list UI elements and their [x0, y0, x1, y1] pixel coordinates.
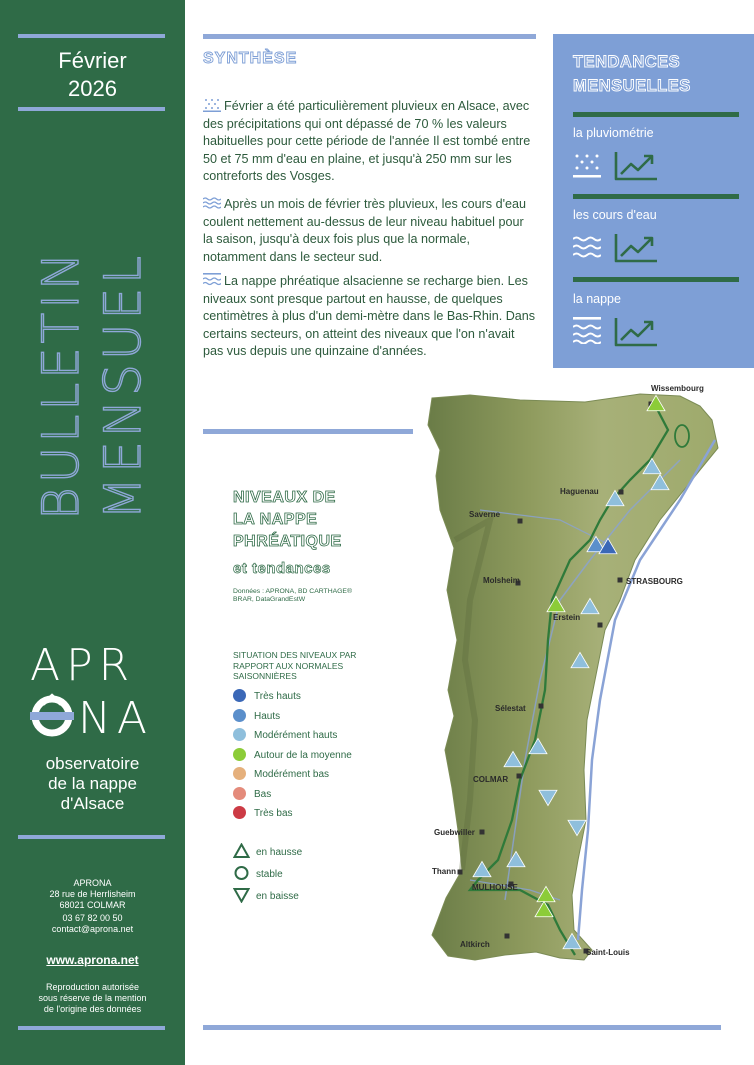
disclaimer-line: Reproduction autorisée — [45, 982, 140, 992]
address-line: APRONA — [73, 878, 112, 888]
synthese-title: SYNTHÈSE — [203, 50, 298, 67]
address-line: 68021 COLMAR — [59, 900, 126, 910]
legend-trend-label: en baisse — [256, 891, 299, 902]
trend-up-icon — [613, 232, 659, 264]
city-label: Altkirch — [460, 940, 490, 949]
alsace-map — [420, 380, 754, 980]
issue-year: 2026 — [68, 76, 117, 101]
tagline-line: d'Alsace — [60, 794, 125, 813]
waves-icon — [203, 196, 221, 210]
map-title-line1: NIVEAUX DE — [233, 489, 336, 506]
legend-level-item — [233, 728, 337, 741]
tendances-panel — [553, 34, 754, 368]
legend-level-item — [233, 787, 271, 800]
synthese-paragraph-groundwater — [203, 273, 536, 361]
groundwater-icon — [573, 316, 601, 344]
tendance-label-rain: la pluviométrie — [573, 126, 654, 140]
rain-icon — [203, 98, 221, 112]
map-subtitle: et tendances — [233, 560, 331, 577]
synthese-paragraph-rain — [203, 98, 536, 186]
city-marker — [458, 870, 463, 875]
footer-rule — [203, 1025, 721, 1030]
legend-level-item — [233, 748, 352, 761]
legend-swatch — [233, 728, 246, 741]
legend-title: SITUATION DES NIVEAUX PAR RAPPORT AUX NORMALES SAISONNIÈRES — [233, 650, 357, 681]
trend-triangle-up-icon — [233, 843, 250, 859]
tagline-line: observatoire — [45, 754, 140, 773]
city-marker — [505, 934, 510, 939]
tendances-title-line2: MENSUELLES — [573, 77, 691, 95]
legend-level-label: Très hauts — [254, 691, 301, 702]
synthese-top-rule — [203, 34, 536, 39]
legend-swatch — [233, 767, 246, 780]
email-link[interactable]: contact@aprona.net — [51, 924, 134, 934]
bulletin-title-line1: BULLETIN — [32, 248, 90, 520]
website-link[interactable]: www.aprona.net — [46, 953, 139, 967]
city-label: Guebwiller — [434, 828, 475, 837]
legend-level-label: Modérément bas — [254, 769, 330, 780]
bulletin-title — [30, 200, 154, 520]
trend-triangle-down-icon — [233, 887, 250, 903]
phone: 03 67 82 00 50 — [62, 913, 123, 923]
legend-level-label: Bas — [254, 788, 272, 800]
legend-trend-item — [233, 865, 283, 881]
bulletin-title-line2: MENSUEL — [94, 252, 152, 520]
city-label: Wissembourg — [651, 384, 704, 393]
city-label: Sélestat — [495, 704, 526, 713]
sidebar-top-rule — [18, 34, 165, 38]
legend-level-label: Autour de la moyenne — [254, 749, 352, 761]
rain-icon — [573, 152, 601, 180]
tendances-rule — [573, 194, 739, 199]
legend-swatch — [233, 787, 246, 800]
waves-icon — [573, 234, 601, 262]
legend-trend-item — [233, 843, 302, 859]
alsace-region-shape — [428, 394, 718, 960]
city-label: Haguenau — [560, 487, 599, 496]
logo-o-symbol — [30, 696, 74, 733]
legend-level-item — [233, 689, 301, 702]
legend-level-item — [233, 709, 280, 722]
legend-swatch — [233, 689, 246, 702]
sidebar-mid-rule — [18, 835, 165, 839]
city-label: MULHOUSE — [472, 883, 518, 892]
legend-trend-label: en hausse — [256, 847, 303, 858]
tendances-title — [573, 50, 691, 98]
legend-swatch — [233, 748, 246, 761]
paragraph-text: La nappe phréatique alsacienne se recharge bien. Les niveaux sont presque partout en hausse, de quelques centimètres à plus d'un demi-mètre dans le Bas-Rhin. Dans certains secteurs, on atteint des niveaux que l'on n'avait pas vus depuis une quinzaine d'années. — [203, 274, 536, 358]
tendance-label-groundwater: la nappe — [573, 292, 621, 306]
map-title-line3: PHRÉATIQUE — [233, 533, 342, 550]
logo-text-bottom: NA — [78, 693, 154, 740]
city-label: Molsheim — [483, 576, 520, 585]
city-marker — [517, 774, 522, 779]
synthese-paragraph-rivers — [203, 196, 536, 266]
sidebar-date-rule — [18, 107, 165, 111]
city-label: Erstein — [553, 613, 581, 622]
legend-level-label: Modérément hauts — [254, 730, 338, 741]
tendance-label-rivers: les cours d'eau — [573, 208, 657, 222]
sidebar — [0, 0, 185, 1065]
paragraph-text: Février a été particulièrement pluvieux en Alsace, avec des précipitations qui ont dépassé de 70 % les valeurs habituelles pour cette période de l'année Il est tombé entre 50 et 75 mm d'eau en plaine, et jusqu'à 250 mm sur les contreforts des Vosges. — [203, 99, 531, 183]
map-title-line2: LA NAPPE — [233, 511, 318, 528]
map-title — [233, 487, 342, 553]
logo-text-top: APR — [30, 640, 136, 691]
trend-circle-icon — [233, 865, 250, 881]
legend-trend-item — [233, 887, 299, 903]
issue-month: Février — [58, 48, 127, 73]
city-marker — [598, 623, 603, 628]
legend-swatch — [233, 806, 246, 819]
tendances-rule — [573, 112, 739, 117]
city-label: Saverne — [469, 510, 501, 519]
groundwater-icon — [203, 273, 221, 287]
city-label: Thann — [432, 867, 456, 876]
tagline — [0, 754, 185, 814]
city-marker — [619, 490, 624, 495]
tendances-rule — [573, 277, 739, 282]
aprona-logo — [22, 640, 172, 740]
map-source: Données : APRONA, BD CARTHAGE® BRAR, DataGrandEstW — [233, 588, 352, 603]
city-marker — [480, 830, 485, 835]
city-label: Saint-Louis — [586, 948, 630, 957]
city-marker — [518, 519, 523, 524]
legend-swatch — [233, 709, 246, 722]
tendances-title-line1: TENDANCES — [573, 53, 681, 71]
disclaimer — [0, 982, 185, 1015]
disclaimer-line: de l'origine des données — [43, 1004, 142, 1014]
city-label: STRASBOURG — [626, 577, 683, 586]
address-block — [0, 878, 185, 911]
address-line: 28 rue de Herrlisheim — [49, 889, 136, 899]
city-label: COLMAR — [473, 775, 509, 784]
city-marker — [539, 704, 544, 709]
city-marker — [618, 578, 623, 583]
synthese-bottom-rule — [203, 429, 413, 434]
tagline-line: de la nappe — [48, 774, 137, 793]
trend-up-icon — [613, 150, 659, 182]
sidebar-bottom-rule — [18, 1026, 165, 1030]
disclaimer-line: sous réserve de la mention — [38, 993, 147, 1003]
legend-trend-label: stable — [256, 869, 283, 880]
legend-level-label: Hauts — [254, 710, 281, 722]
paragraph-text: Après un mois de février très pluvieux, les cours d'eau coulent nettement au-dessus de leur niveau habituel pour la saison, jusqu'à deux fois plus que la normale, notamment dans le secteur sud. — [203, 197, 526, 264]
legend-level-item — [233, 767, 329, 780]
trend-up-icon — [613, 316, 659, 348]
legend-level-label: Très bas — [254, 808, 293, 819]
legend-level-item — [233, 806, 293, 819]
